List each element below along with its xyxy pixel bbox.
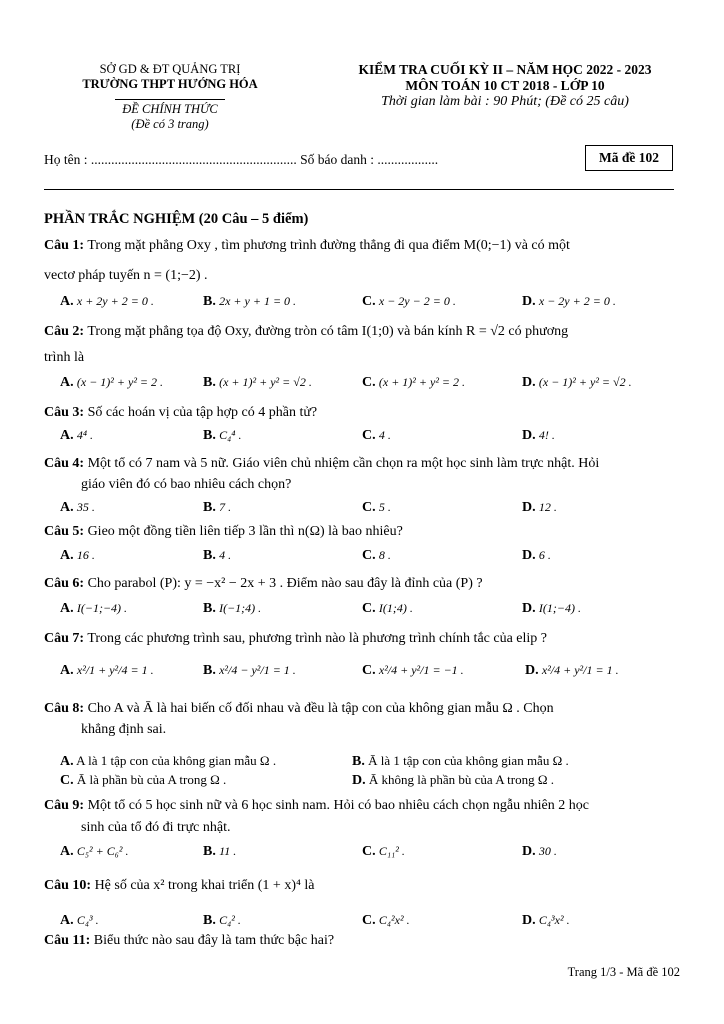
q3-option-d[interactable]: D. 4! . [522, 428, 555, 443]
exam-header [330, 62, 680, 110]
q8-option-b[interactable]: B. Ā là 1 tập con của không gian mẫu Ω . [352, 753, 569, 769]
q9-option-b[interactable]: B. 11 . [203, 844, 237, 859]
question-4: Câu 4: Một tổ có 7 nam và 5 nữ. Giáo viên chủ nhiệm cần chọn ra một học sinh làm trực nhật. Hỏi [44, 456, 600, 471]
q4-option-b[interactable]: B. 7 . [203, 500, 232, 515]
question-1-cont: vectơ pháp tuyến n = (1;−2) . [44, 268, 208, 283]
school-header [60, 62, 280, 132]
section-title: PHẦN TRẮC NGHIỆM (20 Câu – 5 điểm) [44, 211, 309, 227]
q10-option-d[interactable]: D. C₄³x² . [522, 913, 570, 928]
q8-option-c[interactable]: C. Ā là phần bù của A trong Ω . [60, 772, 227, 788]
question-number: Câu 1: [44, 238, 85, 253]
q7-option-b[interactable]: B. x²/4 − y²/1 = 1 . [203, 663, 296, 678]
header-rule [44, 189, 674, 190]
school-name: TRƯỜNG THPT HƯỚNG HÓA [82, 77, 258, 91]
q8-option-d[interactable]: D. Ā không là phần bù của A trong Ω . [352, 772, 555, 788]
question-9-cont: sinh của tổ đó đi trực nhật. [81, 820, 231, 835]
question-6: Câu 6: Cho parabol (P): y = −x² − 2x + 3 . Điểm nào sau đây là đỉnh của (P) ? [44, 576, 483, 591]
q1-option-c[interactable]: C. x − 2y − 2 = 0 . [362, 294, 456, 309]
q6-option-b[interactable]: B. I(−1;4) . [203, 601, 262, 616]
q5-option-b[interactable]: B. 4 . [203, 548, 232, 563]
q7-option-a[interactable]: A. x²/1 + y²/4 = 1 . [60, 663, 154, 678]
q1-option-d[interactable]: D. x − 2y + 2 = 0 . [522, 294, 616, 309]
question-8: Câu 8: Cho A và Ā là hai biến cố đối nhau và đều là tập con của không gian mẫu Ω . Chọn [44, 701, 554, 716]
q9-option-a[interactable]: A. C₅² + C₆² . [60, 844, 129, 859]
q9-option-c[interactable]: C. C₁₁² . [362, 844, 405, 859]
q6-option-a[interactable]: A. I(−1;−4) . [60, 601, 128, 616]
q2-option-a[interactable]: A. (x − 1)² + y² = 2 . [60, 375, 164, 390]
q9-option-d[interactable]: D. 30 . [522, 844, 557, 859]
question-9: Câu 9: Một tổ có 5 học sinh nữ và 6 học sinh nam. Hỏi có bao nhiêu cách chọn ngẫu nhiên 2 học [44, 798, 589, 813]
header-divider [115, 99, 225, 100]
q4-option-a[interactable]: A. 35 . [60, 500, 95, 515]
q2-option-b[interactable]: B. (x + 1)² + y² = √2 . [203, 375, 312, 390]
page-footer: Trang 1/3 - Mã đề 102 [567, 965, 680, 979]
q7-option-c[interactable]: C. x²/4 + y²/1 = −1 . [362, 663, 464, 678]
subject-title: MÔN TOÁN 10 CT 2018 - LỚP 10 [405, 78, 605, 93]
q3-option-a[interactable]: A. 4⁴ . [60, 428, 94, 443]
question-11: Câu 11: Biểu thức nào sau đây là tam thức bậc hai? [44, 933, 335, 948]
page-count-note: (Đề có 3 trang) [131, 117, 209, 131]
q1-option-b[interactable]: B. 2x + y + 1 = 0 . [203, 294, 297, 309]
department-name: SỞ GD & ĐT QUẢNG TRỊ [99, 62, 241, 76]
question-8-cont: khẳng định sai. [81, 722, 167, 737]
q8-option-a[interactable]: A. A là 1 tập con của không gian mẫu Ω . [60, 753, 277, 769]
q5-option-a[interactable]: A. 16 . [60, 548, 95, 563]
question-10: Câu 10: Hệ số của x² trong khai triển (1 + x)⁴ là [44, 878, 315, 893]
question-4-cont: giáo viên đó có bao nhiêu cách chọn? [81, 477, 292, 492]
question-5: Câu 5: Gieo một đồng tiền liên tiếp 3 lần thì n(Ω) là bao nhiêu? [44, 524, 403, 539]
q2-option-d[interactable]: D. (x − 1)² + y² = √2 . [522, 375, 632, 390]
q10-option-c[interactable]: C. C₄²x² . [362, 913, 410, 928]
q5-option-d[interactable]: D. 6 . [522, 548, 551, 563]
exam-code-box: Mã đề 102 [585, 145, 673, 171]
q6-option-d[interactable]: D. I(1;−4) . [522, 601, 581, 616]
q2-option-c[interactable]: C. (x + 1)² + y² = 2 . [362, 375, 466, 390]
exam-title: KIỂM TRA CUỐI KỲ II – NĂM HỌC 2022 - 2023 [358, 62, 652, 77]
q1-option-a[interactable]: A. x + 2y + 2 = 0 . [60, 294, 154, 309]
q5-option-c[interactable]: C. 8 . [362, 548, 391, 563]
q4-option-c[interactable]: C. 5 . [362, 500, 391, 515]
q10-option-a[interactable]: A. C₄³ . [60, 913, 99, 928]
question-1 [44, 237, 684, 255]
question-2-cont: trình là [44, 350, 85, 365]
time-note: Thời gian làm bài : 90 Phút; (Đề có 25 câu) [381, 94, 629, 109]
question-7: Câu 7: Trong các phương trình sau, phương trình nào là phương trình chính tắc của elip ? [44, 631, 548, 646]
q3-option-c[interactable]: C. 4 . [362, 428, 391, 443]
official-label: ĐỀ CHÍNH THỨC [122, 102, 218, 116]
q3-option-b[interactable]: B. C₄⁴ . [203, 428, 242, 443]
q6-option-c[interactable]: C. I(1;4) . [362, 601, 413, 616]
q10-option-b[interactable]: B. C₄² . [203, 913, 241, 928]
question-text: Trong mặt phẳng Oxy , tìm phương trình đường thẳng đi qua điểm M(0;−1) và có một [87, 238, 570, 253]
student-info-line: Họ tên : ............................................................. Số báo danh : .................. [44, 152, 439, 167]
q4-option-d[interactable]: D. 12 . [522, 500, 557, 515]
question-3: Câu 3: Số các hoán vị của tập hợp có 4 phần tử? [44, 405, 318, 420]
question-2: Câu 2: Trong mặt phẳng tọa độ Oxy, đường tròn có tâm I(1;0) và bán kính R = √2 có phương [44, 324, 569, 339]
q7-option-d[interactable]: D. x²/4 + y²/1 = 1 . [525, 663, 619, 678]
